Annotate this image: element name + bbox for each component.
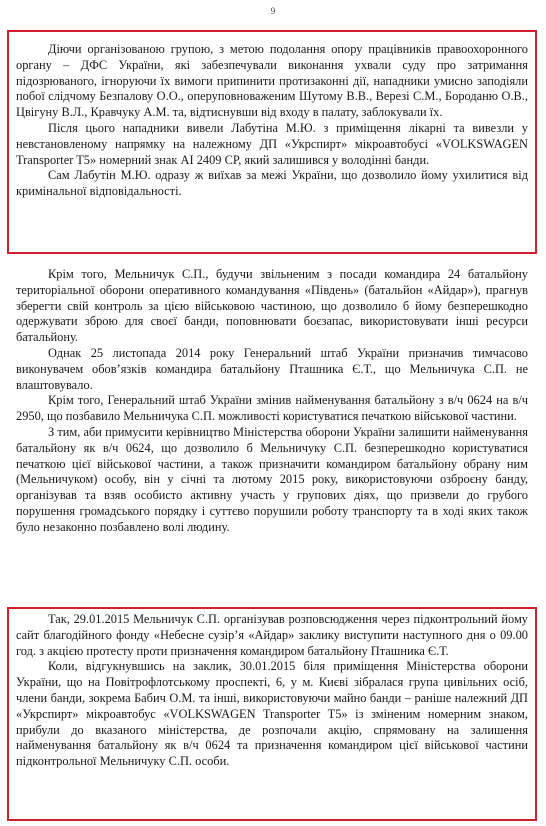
paragraph: Після цього нападники вивели Лабутіна М.Ю. з приміщення лікарні та вивезли у невстановленому напрямку на належному ДП «Укрспирт» мікроавтобусі «VOLKSWAGEN Transporter T5» номерний знак АІ 2409 СР, який залишився у володінні банди. bbox=[16, 120, 528, 167]
highlighted-section-top bbox=[16, 42, 528, 200]
paragraph: Так, 29.01.2015 Мельничук С.П. організував розповсюдження через підконтрольний йому сайт благодійного фонду «Небесне сузір’я «Айдар» заклику виступити наступного дня о 09.00 год. з акцією протесту проти призначення командиром батальйону Пташника Є.Т. bbox=[16, 612, 528, 658]
paragraph: Крім того, Генеральний штаб України змінив найменування батальйону з в/ч 0624 на в/ч 2950, що позбавило Мельничука С.П. можливості користуватися печаткою військової частини. bbox=[16, 393, 528, 424]
paragraph: Діючи організованою групою, з метою подолання опору працівників правоохоронного органу – ДФС України, які забезпечували виконання ухвали суду про затримання підозрюваного, ігноруючи їх вимоги припинити протизаконні дії, нападники умисно заподіяли побої слідчому Безпалову О.О., оперуповноваженим Шутому В.В., Верезі С.М., Бороданю О.В., Цвігуну В.Л., Кравчуку А.М. та, відтиснувши від входу в палату, заблокували їх. bbox=[16, 42, 528, 120]
highlighted-section-bottom bbox=[16, 612, 528, 770]
paragraph: Крім того, Мельничук С.П., будучи звільненим з посади командира 24 батальйону територіальної оборони оперативного командування «Південь» (батальйон «Айдар»), прагнув зберегти свій контроль за цією військовою частиною, що дозволило б йому безперешкодно одержувати зброю для своєї банди, поповнювати боєзапас, використовувати інші ресурси батальйону. bbox=[16, 267, 528, 345]
body-section bbox=[16, 267, 528, 536]
paragraph: Сам Лабутін М.Ю. одразу ж виїхав за межі України, що дозволило йому ухилитися від кримінальної відповідальності. bbox=[16, 168, 528, 199]
paragraph: Однак 25 листопада 2014 року Генеральний штаб України призначив тимчасово виконувачем обов’язків командира батальйону Пташника Є.Т., що Мельничука С.П. не влаштовувало. bbox=[16, 345, 528, 392]
paragraph: Коли, відгукнувшись на заклик, 30.01.2015 біля приміщення Міністерства оборони України, що на Повітрофлотському проспекті, 6, у м. Києві зібралася група цивільних осіб, члени банди, зокрема Бабич О.М. та інші, використовуючи майно банди – раніше належний ДП «Укрспирт» мікроавтобус «VOLKSWAGEN Transporter T5» із зміненим номерним знаком, прибули до вказаного міністерства, де розпочали акцію, спрямовану на залишення найменування батальйону як в/ч 0624 та призначення командиром цієї військової частини підконтрольної Мельничуку С.П. особи. bbox=[16, 659, 528, 769]
paragraph: З тим, аби примусити керівництво Міністерства оборони України залишити найменування батальйону як в/ч 0624, що дозволило б Мельничуку С.П. безперешкодно користуватися печаткою цієї військової частини, а також призначити командиром батальйону обрану ним (Мельничуком) особу, він у січні та лютому 2015 року, використовуючи озброєну банду, організував та взяв особисто активну участь у групових діях, що призвели до грубого порушення громадського порядку і суттєво порушили роботу транспорту та в ході яких також було незаконно позбавлено волі людину. bbox=[16, 424, 528, 534]
page-number: 9 bbox=[270, 6, 276, 16]
